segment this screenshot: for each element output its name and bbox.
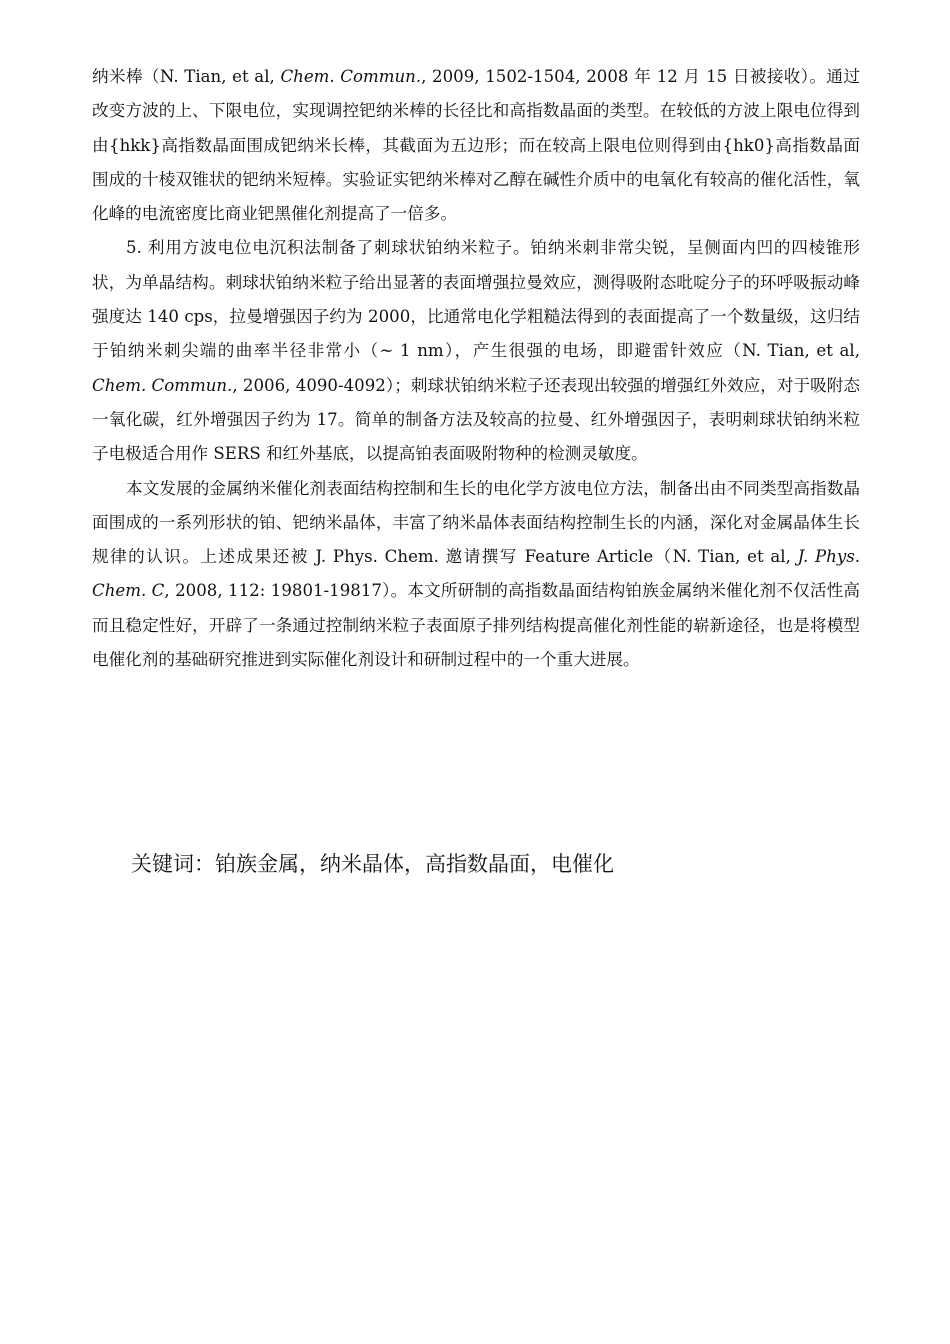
text-segment: , 2008, 112: 19801-19817）。本文所研制的高指数晶面结构铂族金属纳米催化剂不仅活性高而且稳定性好，开辟了一条通过控制纳米粒子表面原子排列结构提高催化剂性能的崭新途径，也是将模型电催化剂的基础研究推进到实际催化剂设计和研制过程中的一个重大进展。	[92, 581, 861, 670]
body-text	[92, 60, 860, 677]
paragraph-summary	[92, 472, 860, 678]
journal-name: Chem. Commun.	[92, 375, 233, 395]
paragraph-spiky-platinum	[92, 231, 860, 471]
journal-name: Chem. Commun.	[280, 67, 422, 86]
keywords-line: 关键词：铂族金属，纳米晶体，高指数晶面，电催化	[131, 852, 614, 876]
text-segment: 5. 利用方波电位电沉积法制备了刺球状铂纳米粒子。铂纳米刺非常尖锐，呈侧面内凹的四棱锥形状，为单晶结构。刺球状铂纳米粒子给出显著的表面增强拉曼效应，测得吸附态吡啶分子的环呼吸振动峰强度达 140 cps，拉曼增强因子约为 2000，比通常电化学粗糙法得到的表面提高了一个数量级，这归结于铂纳米刺尖端的曲率半径非常小（~ 1 nm），产生很强的电场，即避雷针效应（N. Tian, et al,	[92, 238, 860, 361]
text-segment: 本文发展的金属纳米催化剂表面结构控制和生长的电化学方波电位方法，制备出由不同类型高指数晶面围成的一系列形状的铂、钯纳米晶体，丰富了纳米晶体表面结构控制生长的内涵，深化对金属晶体生长规律的认识。上述成果还被 J. Phys. Chem. 邀请撰写 Feature Article（N. Tian, et al,	[92, 478, 860, 567]
text-segment: 纳米棒（N. Tian, et al,	[92, 67, 281, 86]
text-segment: , 2006, 4090-4092）；刺球状铂纳米粒子还表现出较强的增强红外效应，对于吸附态一氧化碳，红外增强因子约为 17。简单的制备方法及较高的拉曼、红外增强因子，表明刺球状铂纳米粒子电极适合用作 SERS 和红外基底，以提高铂表面吸附物种的检测灵敏度。	[92, 375, 861, 464]
paragraph-nanorod-continuation	[92, 60, 860, 231]
text-segment: , 2009, 1502-1504, 2008 年 12 月 15 日被接收）。通过改变方波的上、下限电位，实现调控钯纳米棒的长径比和高指数晶面的类型。在较低的方波上限电位得到由{hkk}高指数晶面围成钯纳米长棒，其截面为五边形；而在较高上限电位则得到由{hk0}高指数晶面围成的十棱双锥状的钯纳米短棒。实验证实钯纳米棒对乙醇在碱性介质中的电氧化有较高的催化活性，氧化峰的电流密度比商业钯黑催化剂提高了一倍多。	[92, 67, 860, 224]
journal-name: J. Phys. Chem. C	[92, 547, 860, 601]
